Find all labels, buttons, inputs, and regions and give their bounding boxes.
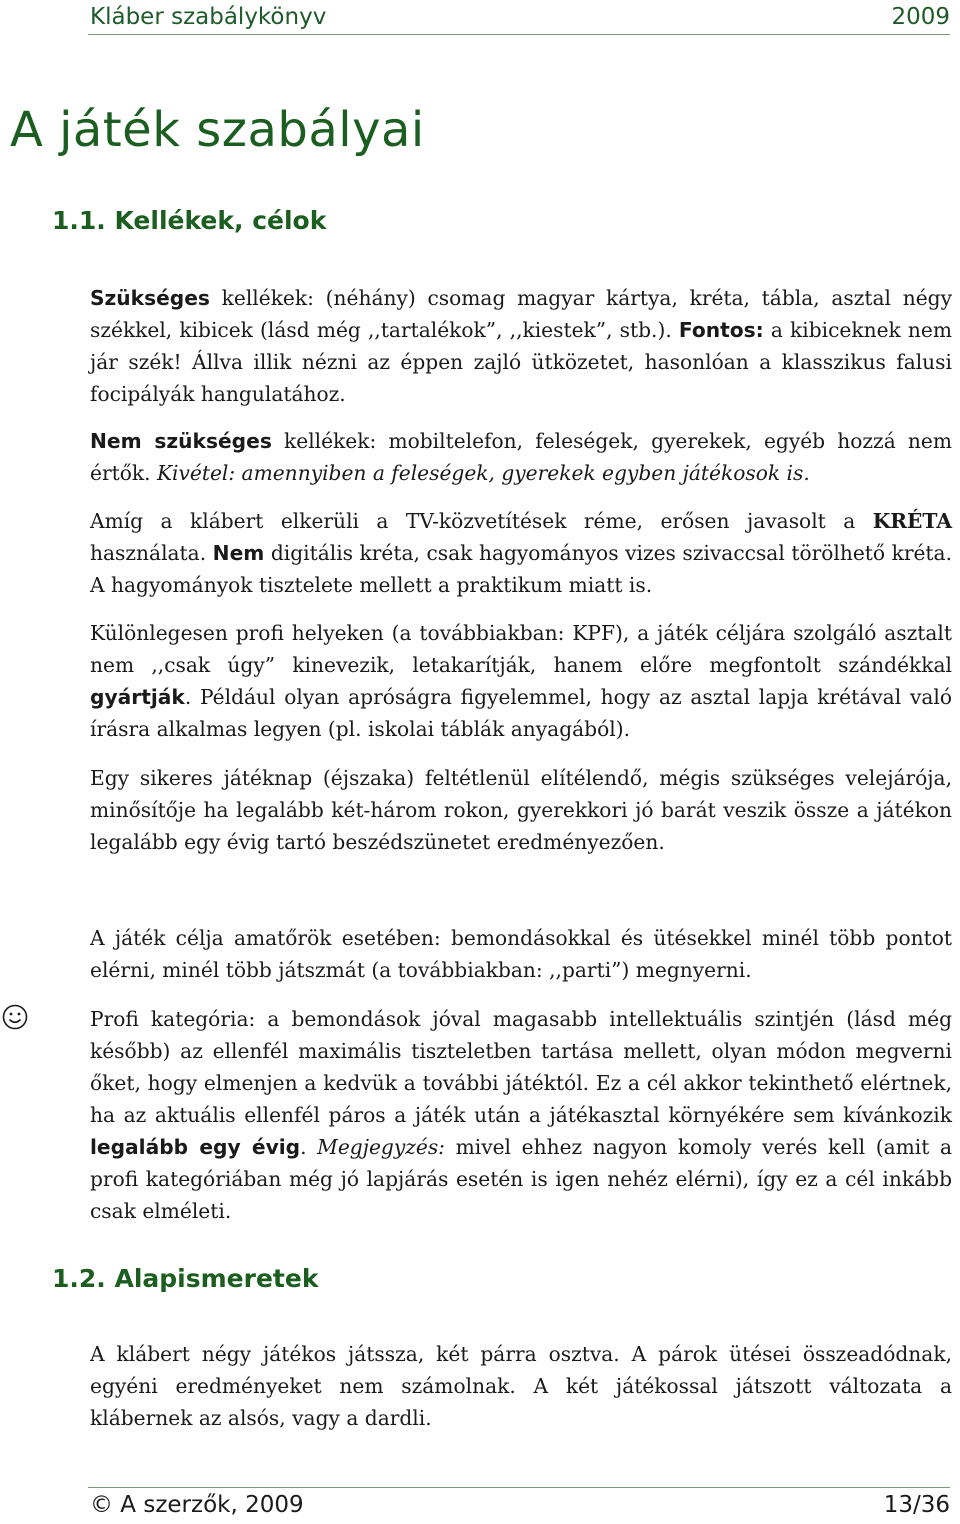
bold-nem-szukseges: Nem szükséges bbox=[90, 429, 272, 453]
bold-kreta: KRÉTA bbox=[872, 509, 952, 533]
text-span: A játék célja amatőrök esetében: bemondásokkal és ütésekkel minél több pontot elérni, minél több játszmát (a továbbiakban: ,,parti”) megnyerni. bbox=[90, 926, 952, 982]
bold-fontos: Fontos: bbox=[678, 318, 764, 342]
text-span: használata. bbox=[90, 541, 213, 565]
bold-szukseges: Szükséges bbox=[90, 286, 210, 310]
bold-legalabb-egy-evig: legalább egy évig bbox=[90, 1135, 301, 1159]
text-span: . bbox=[300, 1135, 318, 1159]
text-span: mivel ehhez nagyon komoly verés kell (amit a profi kategóriában még jó lapjárás esetén is igen nehéz elérni), így ez a cél inkább csak elméleti. bbox=[90, 1135, 952, 1223]
italic-megjegyzes: Megjegyzés: bbox=[317, 1135, 445, 1159]
paragraph-kreta bbox=[90, 505, 952, 601]
paragraph-kpf bbox=[90, 617, 952, 745]
text-span: kellékek: (néhány) csomag magyar kártya, kréta, tábla, asztal négy székkel, kibicek (lásd még ,,tartalékok”, ,,kiestek”, stb.). bbox=[90, 286, 952, 342]
text-span: kellékek: mobiltelefon, feleségek, gyerekek, egyéb hozzá nem értők. bbox=[90, 429, 952, 485]
footer-copyright: © A szerzők, 2009 bbox=[90, 1492, 304, 1518]
text-span: Amíg a klábert elkerüli a TV-közvetítések réme, erősen javasolt a bbox=[90, 509, 873, 533]
text-span: Profi kategória: a bemondások jóval magasabb intellektuális szintjén (lásd még később) az ellenfél maximális tiszteletben tartása mellett, olyan módon megverni őket, hogy elmenjen a kedvük a további játéktól. Ez a cél akkor tekinthető elértnek, ha az aktuális ellenfél páros a játék után a játékasztal környékére sem kívánkozik bbox=[90, 1007, 952, 1127]
section-heading-kellekek: 1.1. Kellékek, célok bbox=[52, 206, 327, 235]
page-header bbox=[88, 4, 950, 35]
text-span: Különlegesen profi helyeken (a továbbiakban: KPF), a játék céljára szolgáló asztalt nem ,,csak úgy” kinevezik, letakarítják, hanem előre megfontolt szándékkal bbox=[90, 621, 952, 677]
header-title: Kláber szabálykönyv bbox=[90, 4, 327, 30]
page-footer bbox=[88, 1487, 950, 1524]
text-span: A klábert négy játékos játssza, két párra osztva. A párok ütései összeadódnak, egyéni eredményeket nem számolnak. A két játékossal játszott változata a klábernek az alsós, vagy a dardli. bbox=[90, 1342, 952, 1430]
bold-nem: Nem bbox=[212, 541, 265, 565]
page-number: 13/36 bbox=[883, 1492, 950, 1518]
text-span: a kibiceknek nem jár szék! Állva illik nézni az éppen zajló ütközetet, hasonlóan a klasszikus falusi focipályák hangulatához. bbox=[90, 318, 952, 406]
paragraph-jateknap bbox=[90, 762, 952, 858]
paragraph-nem-szukseges bbox=[90, 425, 952, 489]
paragraph-cel-profi bbox=[90, 1003, 952, 1227]
bold-gyartjak: gyártják bbox=[90, 685, 185, 709]
text-span: digitális kréta, csak hagyományos vizes szivaccsal törölhető kréta. A hagyományok tisztelete mellett a praktikum miatt is. bbox=[90, 541, 953, 597]
text-span: . Például olyan apróságra figyelemmel, hogy az asztal lapja krétával való írásra alkalmas legyen (pl. iskolai táblák anyagából). bbox=[90, 685, 952, 741]
page-title: A játék szabályai bbox=[10, 102, 425, 158]
paragraph-cel-amator bbox=[90, 922, 952, 986]
text-span: Egy sikeres játéknap (éjszaka) feltétlenül elítélendő, mégis szükséges velejárója, minősítője ha legalább két-három rokon, gyerekkori jó barát veszik össze a játékon legalább egy évig tartó beszédszünetet eredményezően. bbox=[90, 766, 952, 854]
paragraph-alapismeretek bbox=[90, 1338, 952, 1434]
italic-kivetel: Kivétel: amennyiben a feleségek, gyerekek egyben játékosok is. bbox=[156, 461, 810, 485]
header-year: 2009 bbox=[891, 4, 950, 30]
paragraph-szukseges bbox=[90, 282, 952, 410]
section-heading-alapismeretek: 1.2. Alapismeretek bbox=[52, 1264, 319, 1293]
smiley-icon bbox=[2, 1004, 28, 1030]
